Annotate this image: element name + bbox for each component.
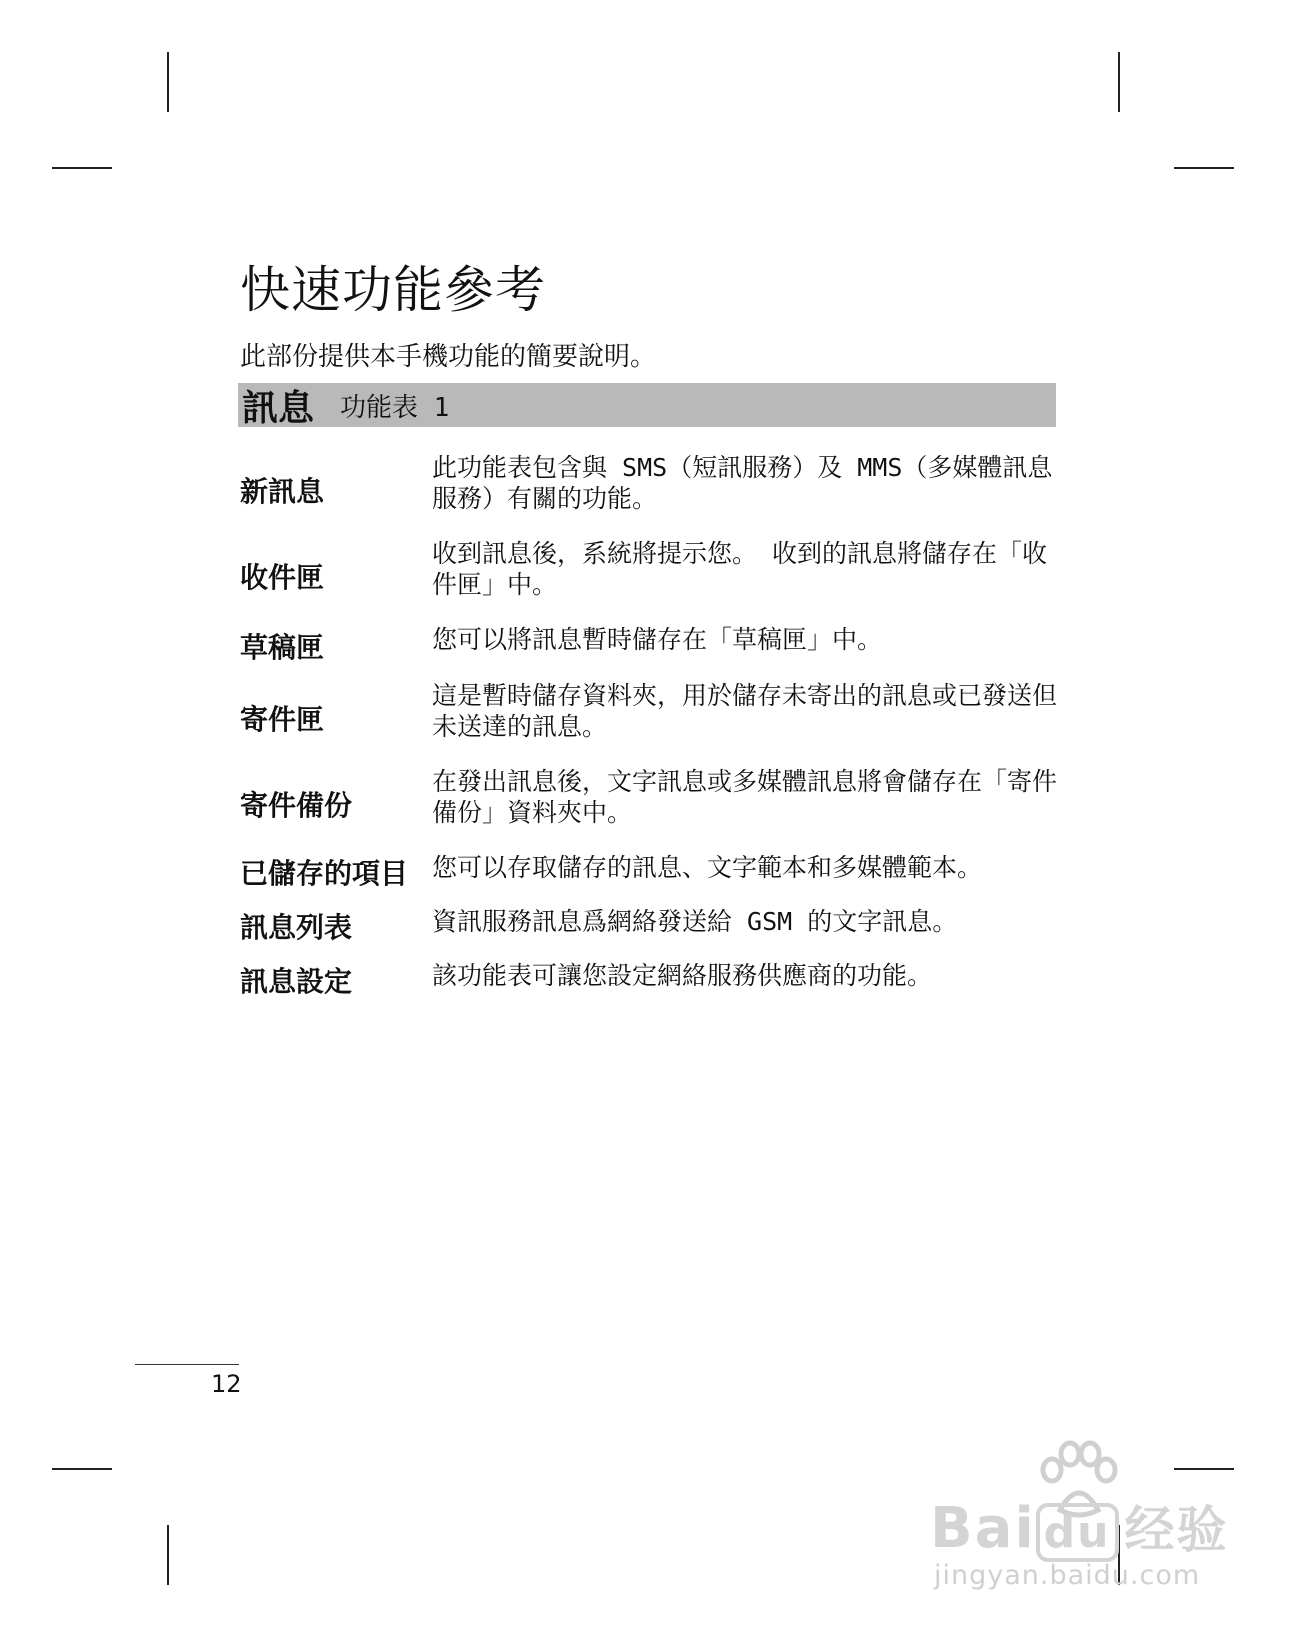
item-description: 此功能表包含與 SMS（短訊服務）及 MMS（多媒體訊息服務）有關的功能。 [432,453,1053,513]
watermark-brand-du: du [1036,1503,1119,1562]
watermark [930,1440,1230,1600]
item-term: 寄件備份 [240,789,353,822]
item-description: 您可以存取儲存的訊息、文字範本和多媒體範本。 [432,853,983,882]
item-term: 收件匣 [240,561,325,594]
crop-mark [167,1525,169,1585]
crop-mark [52,167,112,169]
item-description: 在發出訊息後，文字訊息或多媒體訊息將會儲存在「寄件備份」資料夾中。 [432,767,1058,827]
crop-mark [167,52,169,112]
section-title: 訊息 [242,387,315,429]
watermark-url: jingyan.baidu.com [934,1560,1201,1591]
watermark-brand [930,1490,1229,1562]
watermark-brand-latin: Bai [930,1496,1036,1561]
watermark-brand-cn: 经验 [1124,1501,1229,1559]
item-term: 訊息列表 [240,911,353,944]
section-subtitle: 功能表 1 [340,392,450,423]
footer-rule [135,1364,239,1365]
item-description: 收到訊息後，系統將提示您。 收到的訊息將儲存在「收件匣」中。 [432,539,1048,599]
item-description: 您可以將訊息暫時儲存在「草稿匣」中。 [432,625,883,654]
page-title: 快速功能參考 [240,261,546,319]
item-description: 資訊服務訊息爲網絡發送給 GSM 的文字訊息。 [432,907,958,936]
item-term: 寄件匣 [240,703,325,736]
crop-mark [52,1468,112,1470]
item-term: 新訊息 [240,475,325,508]
item-description: 該功能表可讓您設定網絡服務供應商的功能。 [432,961,933,990]
page-intro: 此部份提供本手機功能的簡要說明。 [240,342,657,372]
item-term: 草稿匣 [240,631,325,664]
crop-mark [1118,52,1120,112]
item-term: 已儲存的項目 [240,857,409,890]
item-term: 訊息設定 [240,965,353,998]
page-number: 12 [211,1370,242,1398]
item-description: 這是暫時儲存資料夾，用於儲存未寄出的訊息或已發送但未送達的訊息。 [432,681,1058,741]
section-header [238,383,1056,427]
crop-mark [1174,167,1234,169]
